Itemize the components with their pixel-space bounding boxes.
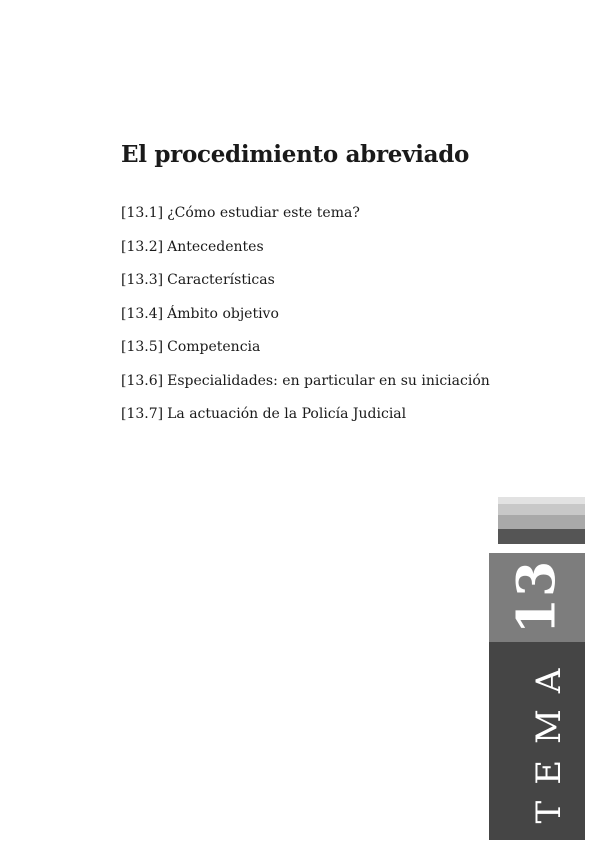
toc-item-label: Ámbito objetivo (167, 305, 279, 322)
chapter-label: TEMA (529, 652, 569, 824)
toc-item-label: Competencia (167, 339, 261, 355)
chapter-number: 13 (506, 559, 568, 635)
toc-item[interactable] (121, 270, 490, 290)
toc-item-label: ¿Cómo estudiar este tema? (167, 205, 360, 221)
toc-item-label: Características (167, 272, 275, 288)
tab-stripe-light (498, 504, 585, 515)
table-of-contents (121, 203, 490, 438)
toc-item-number: [13.5] (121, 339, 164, 355)
chapter-number-tab (489, 553, 585, 642)
toc-item-label: Especialidades: en particular en su iniciación (167, 372, 490, 389)
toc-item-number: [13.2] (121, 238, 164, 255)
chapter-label-tab (489, 642, 585, 840)
chapter-title: El procedimiento abreviado (121, 141, 470, 168)
toc-item[interactable] (121, 237, 490, 257)
toc-item-label: La actuación de la Policía Judicial (167, 406, 407, 422)
toc-item-number: [13.6] (121, 372, 164, 389)
toc-item-label: Antecedentes (167, 238, 264, 255)
toc-item-number: [13.1] (121, 205, 164, 221)
toc-item-number: [13.3] (121, 272, 164, 288)
toc-item[interactable] (121, 304, 490, 324)
toc-item[interactable] (121, 337, 490, 357)
tab-stripe-lightest (498, 497, 585, 504)
tab-stripe-dark (498, 529, 585, 544)
toc-item[interactable] (121, 203, 490, 223)
toc-item[interactable] (121, 404, 490, 424)
tab-stripe-medium (498, 515, 585, 529)
toc-item-number: [13.7] (121, 406, 164, 422)
toc-item-number: [13.4] (121, 305, 164, 322)
toc-item[interactable] (121, 371, 490, 391)
